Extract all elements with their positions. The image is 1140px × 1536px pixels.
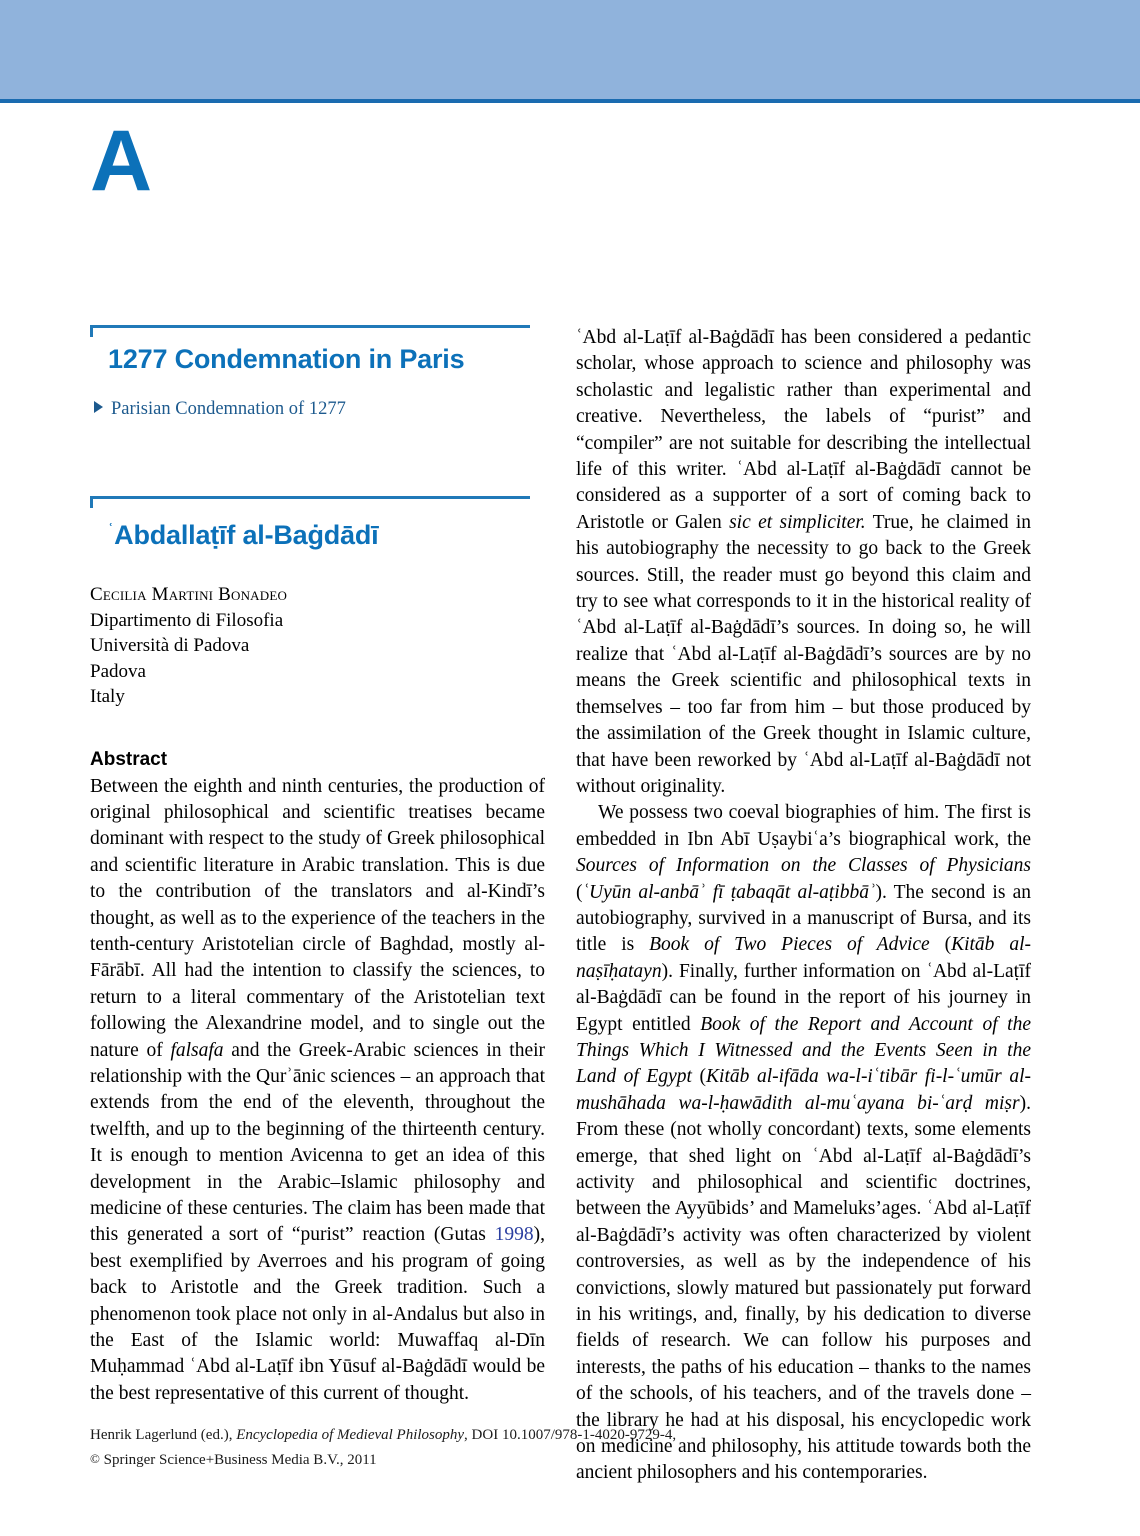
abstract-part-1: Between the eighth and ninth centuries, the production of original philosophical and scientific treatises became dominant with respect to the study of Greek philosophical and scientific literature in Arabic translation. This is due to the contribution of the translators and al-Kindī’s thought, as well as to the experience of the teachers in the tenth-century Aristotelian circle of Baghdad, mostly al-Fārābī. All had the intention to classify the sciences, to return to a literal commentary of the Aristotelian text following the Alexandrine model, and to single out the nature of	[90, 775, 545, 1061]
letter-index: A	[90, 113, 152, 209]
p2-work-title-2-arabic: Kitāb al-naṣīḥatayn	[576, 934, 1031, 982]
header-rule	[0, 99, 1140, 103]
footer-citation	[90, 1424, 1050, 1472]
p2-part-c: ). The second is an autobiography, survived in a manuscript of Bursa, and its title is	[576, 881, 1031, 956]
cross-reference-label: Parisian Condemnation of 1277	[111, 399, 346, 419]
abstract-heading: Abstract	[90, 748, 168, 770]
city: Padova	[90, 660, 146, 682]
p1-italic-latin: sic et simpliciter.	[729, 511, 866, 533]
p2-part-a: We possess two coeval biographies of him. The first is embedded in Ibn Abī Uṣaybiʿa’s biographical work, the	[576, 802, 1031, 850]
department: Dipartimento di Filosofia	[90, 609, 284, 631]
footer-editor: Henrik Lagerlund (ed.),	[90, 1427, 237, 1443]
abstract-body	[90, 774, 545, 1408]
affiliation-block	[90, 582, 545, 710]
p2-part-d: (	[929, 934, 952, 956]
p1-part-a: ʿAbd al-Laṭīf al-Baġdādī has been considered a pedantic scholar, whose approach to science and philosophy was scholastic and legalistic rather than experimental and creative. Nevertheless, the labels of “purist” and “compiler” are not suitable for describing the intellectual life of this writer. ʿAbd al-Laṭīf al-Baġdādī cannot be considered as a supporter of a sort of coming back to Aristotle or Galen	[576, 327, 1031, 533]
p2-part-b: (	[576, 881, 583, 903]
p2-work-title-3: Book of the Report and Account of the Things Which I Witnessed and the Events Seen in the Land of Egypt	[576, 1013, 1031, 1088]
footer-book-title: Encyclopedia of Medieval Philosophy	[236, 1427, 465, 1443]
country: Italy	[90, 686, 125, 707]
p2-part-g: ). From these (not wholly concordant) texts, some elements emerge, that shed light on ʿAbd al-Laṭīf al-Baġdādī’s activity and philosophical and scientific doctrines, between the Ayyūbids’ and Mameluks’ages. ʿAbd al-Laṭīf al-Baġdādī’s activity was often characterized by violent controversies, as well as by the independence of his convictions, slowly matured but passionately put forward in his writings, and, finally, by his dedication to diverse fields of research. We can follow his purposes and interests, the paths of his education – thanks to the names of the schools, of his teachers, and of the travels done – the library he had at his disposal, his encyclopedic work on medicine and philosophy, his attitude towards both the ancient philosophers and his contemporaries.	[576, 1092, 1031, 1484]
footer-line-2	[90, 1447, 1050, 1472]
main-paragraph-1	[576, 325, 1031, 800]
entry-title-abdallatif	[108, 514, 545, 552]
entry-heading-rule	[90, 325, 530, 337]
institution: Università di Padova	[90, 635, 250, 656]
footer-line-1	[90, 1424, 1050, 1447]
p2-work-title-2: Book of Two Pieces of Advice	[649, 934, 930, 956]
cross-reference-1277[interactable]	[94, 398, 545, 420]
left-column	[90, 325, 545, 1407]
p1-part-b: True, he claimed in his autobiography the necessity to go back to the Greek sources. Still, the reader must go beyond this claim and try to see what corresponds to it in the historical reality of ʿAbd al-Laṭīf al-Baġdādī’s sources. In doing so, he will realize that ʿAbd al-Laṭīf al-Baġdādī’s sources are by no means the Greek scientific and philosophical texts in themselves – too far from him – but those produced by the assimilation of the Greek thought in Islamic culture, that have been reworked by ʿAbd al-Laṭīf al-Baġdādī not without originality.	[576, 511, 1031, 797]
p2-work-title-3-arabic: Kitāb al-ifāda wa-l-iʿtibār fi-l-ʿumūr al-mushāhada wa-l-ḥawādith al-muʿayana bi-ʿarḍ miṣr	[576, 1066, 1032, 1114]
author-name: Cecilia Martini Bonadeo	[90, 584, 288, 605]
abstract-italic-falsafa: falsafa	[170, 1039, 224, 1061]
copyright-icon: ©	[90, 1451, 100, 1466]
entry-abdallatif	[90, 496, 545, 552]
right-column	[576, 325, 1031, 1487]
abstract-part-2: and the Greek-Arabic sciences in their relationship with the Qurʾānic sciences – an approach that extends from the end of the eleventh, throughout the twelfth, and up to the beginning of the thirteenth century. It is enough to mention Avicenna to get an idea of this development in the Arabic–Islamic philosophy and medicine of these centuries. The claim has been made that this generated a sort of “purist” reaction (Gutas	[90, 1039, 546, 1246]
entry-heading-rule	[90, 496, 530, 508]
main-paragraph-2	[576, 800, 1031, 1487]
entry-title-text: Abdallaṭīf al-Baġdādī	[114, 520, 379, 550]
ayn-glyph: ʿ	[108, 522, 114, 539]
p2-part-e: ). Finally, further information on ʿAbd al-Laṭīf al-Baġdādī can be found in the report of his journey in Egypt entitled	[576, 960, 1031, 1035]
citation-year-link[interactable]: 1998	[494, 1224, 534, 1246]
triangle-right-icon	[94, 401, 103, 413]
header-band	[0, 0, 1140, 99]
p2-work-title-1-arabic: ʿUyūn al-anbāʾ fī ṭabaqāt al-aṭibbāʾ	[582, 881, 876, 903]
footer-publisher: Springer Science+Business Media B.V., 2011	[103, 1452, 377, 1468]
footer-doi: , DOI 10.1007/978-1-4020-9729-4,	[464, 1427, 677, 1443]
p2-part-f: (	[691, 1066, 707, 1088]
p2-work-title-1: Sources of Information on the Classes of Physicians	[576, 855, 1031, 877]
abstract-part-3: ), best exemplified by Averroes and his program of going back to Aristotle and the Greek tradition. Such a phenomenon took place not only in al-Andalus but also in the East of the Islamic world: Muwaffaq al-Dīn Muḥammad ʿAbd al-Laṭīf ibn Yūsuf al-Baġdādī would be the best representative of this current of thought.	[90, 1224, 545, 1404]
entry-1277-condemnation	[90, 325, 545, 420]
entry-title-1277: 1277 Condemnation in Paris	[108, 344, 465, 374]
